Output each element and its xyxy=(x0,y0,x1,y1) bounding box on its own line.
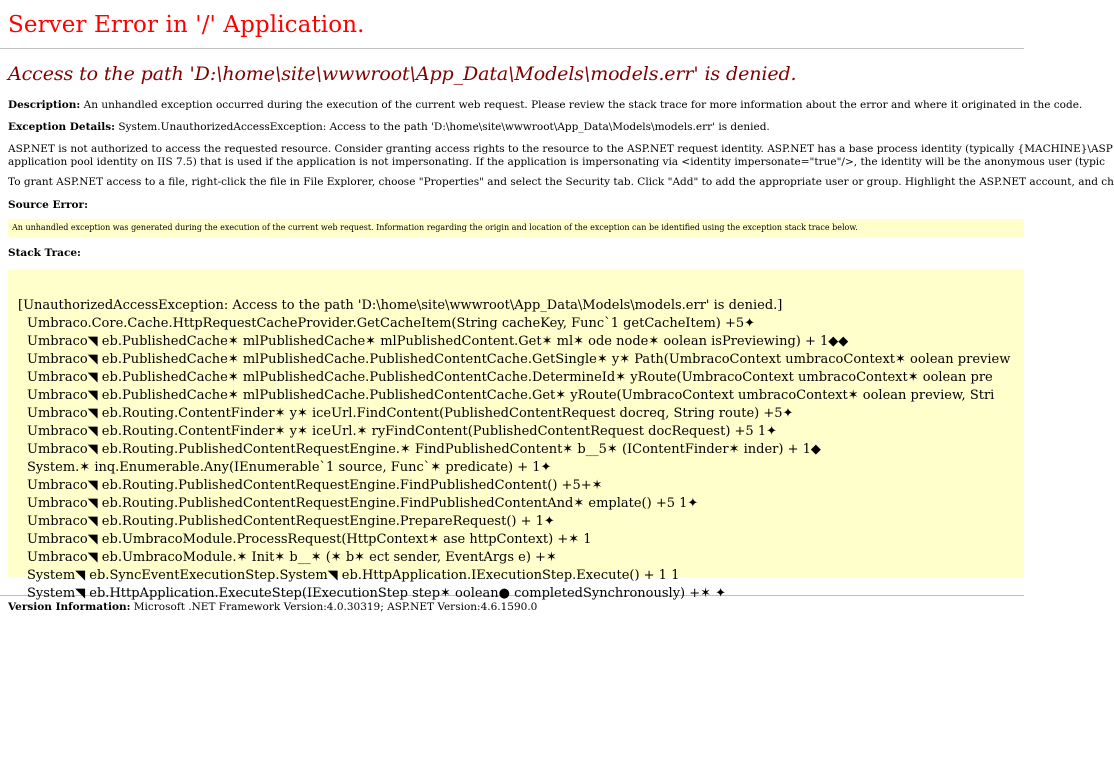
authorization-paragraph xyxy=(8,143,1113,169)
description xyxy=(8,99,1083,112)
stack-trace-line: Umbraco.Core.Cache.HttpRequestCacheProvider.GetCacheItem(String cacheKey, Func`1 getCacheItem) +5✦ xyxy=(27,316,756,331)
stack-trace-line: System◥ eb.HttpApplication.ExecuteStep(IExecutionStep step✶ oolean● completedSynchronously) +✶ ✦ xyxy=(27,586,727,601)
stack-trace-line: Umbraco◥ eb.Routing.PublishedContentRequestEngine.FindPublishedContentAnd✶ emplate() +5 1✦ xyxy=(27,496,699,511)
authorization-line-2: application pool identity on IIS 7.5) that is used if the application is not impersonating. If the application is impersonating via <identity impersonate="true"/>, the identity will be the anonymous user (typic xyxy=(8,156,1106,168)
stack-trace-line: System◥ eb.SyncEventExecutionStep.System◥ eb.HttpApplication.IExecutionStep.Execute() + 1 1 xyxy=(27,568,680,583)
exception-details-text: System.UnauthorizedAccessException: Access to the path 'D:\home\site\wwwroot\App_Data\Models\models.err' is denied. xyxy=(118,121,770,133)
stack-trace-box xyxy=(8,269,1024,601)
stack-trace-line: Umbraco◥ eb.UmbracoModule.ProcessRequest(HttpContext✶ ase httpContext) +✶ 1 xyxy=(27,532,592,547)
stack-trace-line: Umbraco◥ eb.Routing.PublishedContentRequestEngine.✶ FindPublishedContent✶ b__5✶ (IContentFinder✶ inder) + 1◆ xyxy=(27,442,821,457)
stack-trace-line: Umbraco◥ eb.PublishedCache✶ mlPublishedCache.PublishedContentCache.DetermineId✶ yRoute(UmbracoContext umbracoContext✶ oolean pre xyxy=(27,370,993,385)
stack-trace-line: Umbraco◥ eb.Routing.ContentFinder✶ y✶ iceUrl.✶ ryFindContent(PublishedContentRequest docRequest) +5 1✦ xyxy=(27,424,777,439)
stack-trace-heading: Stack Trace: xyxy=(8,247,81,259)
stack-trace-line: Umbraco◥ eb.Routing.PublishedContentRequestEngine.PrepareRequest() + 1✦ xyxy=(27,514,555,529)
stack-trace-line: System.✶ inq.Enumerable.Any(IEnumerable`1 source, Func`✶ predicate) + 1✦ xyxy=(27,460,552,475)
stack-trace-line: Umbraco◥ eb.PublishedCache✶ mlPublishedCache.PublishedContentCache.Get✶ yRoute(UmbracoContext umbracoContext✶ oolean preview, Stri xyxy=(27,388,995,403)
stack-trace-line: [UnauthorizedAccessException: Access to the path 'D:\home\site\wwwroot\App_Data\Models\models.err' is denied.] xyxy=(18,298,783,313)
version-text: Microsoft .NET Framework Version:4.0.30319; ASP.NET Version:4.6.1590.0 xyxy=(133,601,538,613)
stack-trace-line: Umbraco◥ eb.PublishedCache✶ mlPublishedCache✶ mlPublishedContent.Get✶ ml✶ ode node✶ oolean isPreviewing) + 1◆◆ xyxy=(27,334,849,349)
source-error-box xyxy=(8,219,1024,237)
page-title: Server Error in '/' Application. xyxy=(8,12,365,38)
version-information xyxy=(8,601,1016,613)
description-text: An unhandled exception occurred during the execution of the current web request. Please review the stack trace for more information about the error and where it originated in the code. xyxy=(83,99,1083,111)
description-label: Description: xyxy=(8,99,81,111)
exception-details-label: Exception Details: xyxy=(8,121,116,133)
source-error-text: An unhandled exception was generated during the execution of the current web request. Information regarding the origin and location of the exception can be identified using the exception stack trace below. xyxy=(12,223,858,232)
stack-trace-line: Umbraco◥ eb.Routing.PublishedContentRequestEngine.FindPublishedContent() +5+✶ xyxy=(27,478,603,493)
source-error-heading: Source Error: xyxy=(8,199,88,211)
version-label: Version Information: xyxy=(8,601,131,613)
stack-trace-line: Umbraco◥ eb.Routing.ContentFinder✶ y✶ iceUrl.FindContent(PublishedContentRequest docreq, String route) +5✦ xyxy=(27,406,794,421)
authorization-line-1: ASP.NET is not authorized to access the requested resource. Consider granting access rights to the resource to the ASP.NET request identity. ASP.NET has a base process identity (typically {MACHINE}\ASP xyxy=(8,143,1113,155)
stack-trace-line: Umbraco◥ eb.UmbracoModule.✶ Init✶ b__✶ (✶ b✶ ect sender, EventArgs e) +✶ xyxy=(27,550,557,565)
error-subtitle: Access to the path 'D:\home\site\wwwroot\App_Data\Models\models.err' is denied. xyxy=(8,63,797,85)
grant-access-paragraph: To grant ASP.NET access to a file, right-click the file in File Explorer, choose "Properties" and select the Security tab. Click "Add" to add the appropriate user or group. Highlight the ASP.NET account, and ch xyxy=(8,176,1114,188)
divider xyxy=(0,48,1024,49)
exception-details xyxy=(8,121,1016,134)
stack-trace-line: Umbraco◥ eb.PublishedCache✶ mlPublishedCache.PublishedContentCache.GetSingle✶ y✶ Path(UmbracoContext umbracoContext✶ oolean preview xyxy=(27,352,1011,367)
